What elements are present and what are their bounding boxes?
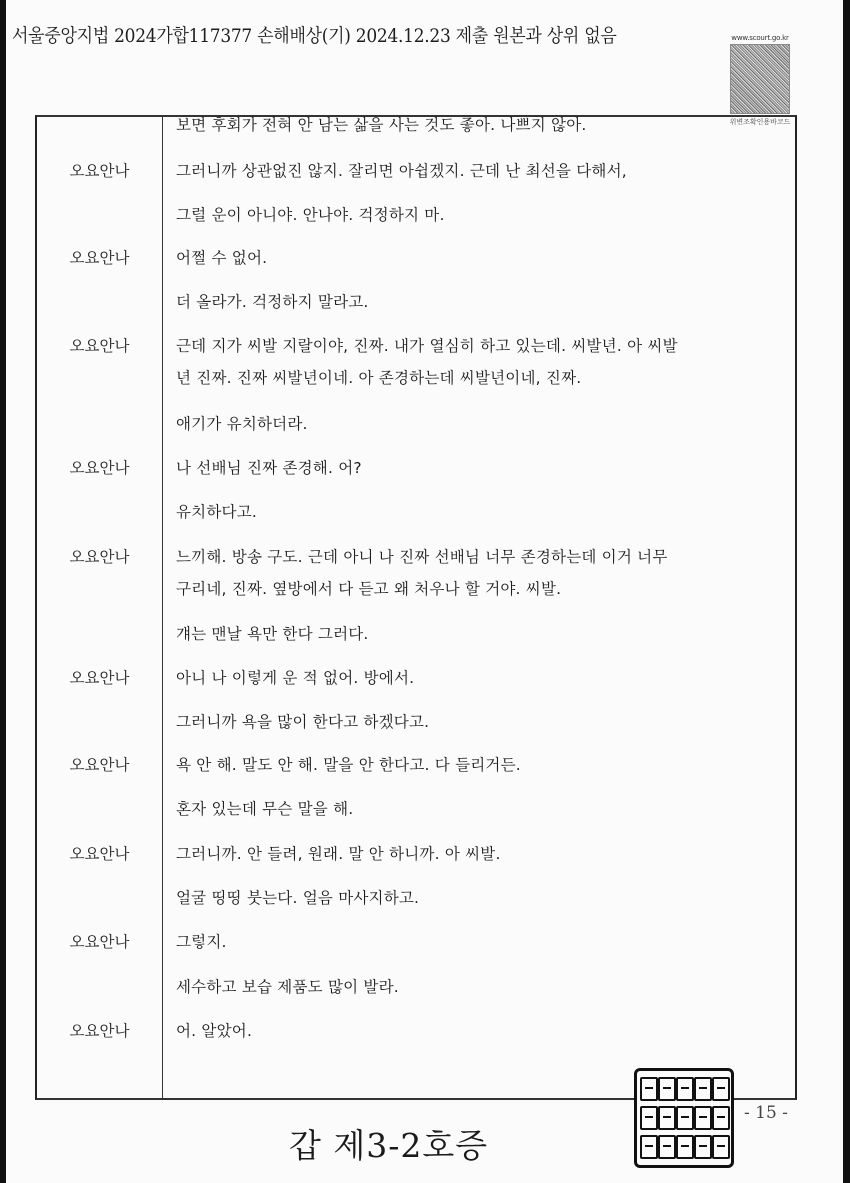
transcript-row [37,243,797,273]
speaker-cell: 오요안나 [69,669,130,687]
utterance-cell: 근데 지가 씨발 지랄이야, 진짜. 내가 열심히 하고 있는데. 씨발년. 아 씨발 [176,337,678,355]
speaker-cell: 오요안나 [69,249,130,267]
utterance-cell: 그러니까 상관없진 않지. 잘리면 아쉽겠지. 근데 난 최선을 다해서, [176,162,627,180]
transcript-row [37,156,797,186]
utterance-cell: 혼자 있는데 무슨 말을 해. [176,800,354,818]
qr-url: www.scourt.go.kr [731,34,789,42]
transcript-row [37,542,797,572]
transcript-table [35,115,797,1100]
court-seal-icon [634,1068,734,1168]
transcript-row [37,287,797,317]
document-page [6,0,843,1183]
utterance-cell: 아니 나 이렇게 운 적 없어. 방에서. [176,669,415,687]
utterance-cell: 어. 알았어. [176,1022,253,1040]
transcript-row [37,331,797,361]
speaker-cell: 오요안나 [69,162,130,180]
utterance-cell: 그럴 운이 아니야. 안나야. 걱정하지 마. [176,206,445,224]
transcript-row [37,453,797,483]
utterance-cell: 구리네, 진짜. 옆방에서 다 듣고 왜 처우나 할 거야. 씨발. [176,580,562,598]
transcript-row [37,663,797,693]
transcript-row [37,619,797,649]
page-number: - 15 - [744,1103,788,1123]
qr-caption: 위변조확인용바코드 [729,118,791,126]
transcript-row [37,363,797,393]
utterance-cell: 애기가 유치하더라. [176,415,308,433]
transcript-row [37,110,797,140]
utterance-cell: 더 올라가. 걱정하지 말라고. [176,293,369,311]
transcript-row [37,972,797,1002]
speaker-cell: 오요안나 [69,933,130,951]
utterance-cell: 그러니까 욕을 많이 한다고 하겠다고. [176,713,430,731]
transcript-row [37,707,797,737]
utterance-cell: 어쩔 수 없어. [176,249,268,267]
seal-row [640,1132,730,1161]
transcript-row [37,574,797,604]
seal-row [640,1075,730,1104]
utterance-cell: 얼굴 띵띵 붓는다. 얼음 마사지하고. [176,889,420,907]
utterance-cell: 느끼해. 방송 구도. 근데 아니 나 진짜 선배님 너무 존경하는데 이거 너무 [176,548,668,566]
transcript-row [37,200,797,230]
seal-row [640,1104,730,1133]
transcript-row [37,883,797,913]
speaker-cell: 오요안나 [69,548,130,566]
utterance-cell: 세수하고 보습 제품도 많이 발라. [176,978,399,996]
speaker-cell: 오요안나 [69,1022,130,1040]
speaker-cell: 오요안나 [69,756,130,774]
utterance-cell: 욕 안 해. 말도 안 해. 말을 안 한다고. 다 들리거든. [176,756,521,774]
utterance-cell: 그렇지. [176,933,227,951]
transcript-row [37,794,797,824]
utterance-cell: 보면 후회가 전혀 안 남는 삶을 사는 것도 좋아. 나쁘지 않아. [176,116,587,134]
qr-code-icon [730,44,790,114]
speaker-cell: 오요안나 [69,459,130,477]
transcript-row [37,409,797,439]
utterance-cell: 그러니까. 안 들려, 원래. 말 안 하니까. 아 씨발. [176,845,501,863]
utterance-cell: 년 진짜. 진짜 씨발년이네. 아 존경하는데 씨발년이네, 진짜. [176,369,582,387]
speaker-cell: 오요안나 [69,337,130,355]
transcript-row [37,927,797,957]
transcript-row [37,750,797,780]
transcript-row [37,1016,797,1046]
speaker-cell: 오요안나 [69,845,130,863]
utterance-cell: 나 선배님 진짜 존경해. 어? [176,459,362,477]
transcript-row [37,497,797,527]
court-submission-header: 서울중앙지법 2024가합117377 손해배상(기) 2024.12.23 제출 원본과 상위 없음 [12,26,617,47]
utterance-cell: 걔는 맨날 욕만 한다 그러다. [176,625,369,643]
utterance-cell: 유치하다고. [176,503,257,521]
exhibit-label: 갑 제3-2호증 [289,1126,489,1165]
transcript-row [37,839,797,869]
